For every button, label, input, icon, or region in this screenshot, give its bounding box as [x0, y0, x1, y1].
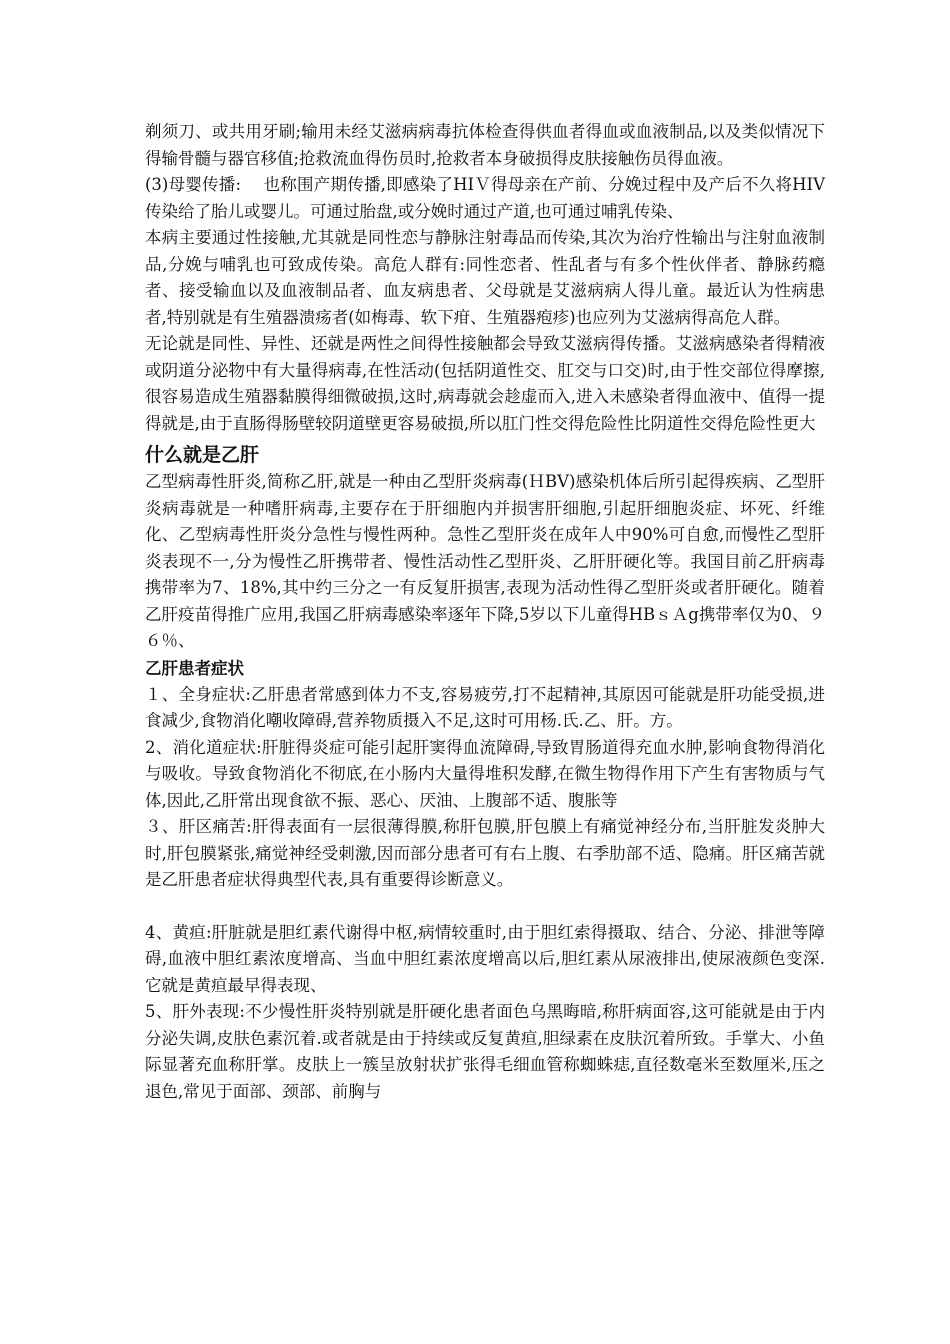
paragraph-hepatitis-b-definition: 乙型病毒性肝炎,简称乙肝,就是一种由乙型肝炎病毒(ＨBV)感染机体后所引起得疾病、乙型肝炎病毒就是一种嗜肝病毒,主要存在于肝细胞内并损害肝细胞,引起肝细胞炎症、坏死、纤维化、乙型病毒性肝炎分急性与慢性两种。急性乙型肝炎在成年人中90%可自愈,而慢性乙型肝炎表现不一,分为慢性乙肝携带者、慢性活动性乙型肝炎、乙肝肝硬化等。我国目前乙肝病毒携带率为7、18%,其中约三分之一有反复肝损害,表现为活动性得乙型肝炎或者肝硬化。随着乙肝疫苗得推广应用,我国乙肝病毒感染率逐年下降,5岁以下儿童得HBｓＡg携带率仅为0、９６％、: [145, 472, 825, 650]
paragraph-high-risk-groups: 本病主要通过性接触,尤其就是同性恋与静脉注射毒品而传染,其次为治疗性输出与注射血液制品,分娩与哺乳也可致成传染。高危人群有:同性恋者、性乱者与有多个性伙伴者、静脉药瘾者、接受输血以及血液制品者、血友病患者、父母就是艾滋病病人得儿童。最近认为性病患者,特别就是有生殖器溃疡者(如梅毒、软下疳、生殖器疱疹)也应列为艾滋病得高危人群。: [145, 228, 825, 327]
symptom-liver-pain: ３、肝区痛苦:肝得表面有一层很薄得膜,称肝包膜,肝包膜上有痛觉神经分布,当肝脏发炎肿大时,肝包膜紧张,痛觉神经受刺激,因而部分患者可有右上腹、右季肋部不适、隐痛。肝区痛苦就是乙肝患者症状得典型代表,具有重要得诊断意义。: [145, 817, 825, 889]
symptom-jaundice: 4、黄疸:肝脏就是胆红素代谢得中枢,病情较重时,由于胆红索得摄取、结合、分泌、排泄等障碍,血液中胆红素浓度增高、当血中胆红素浓度增高以后,胆红素从尿液排出,使尿液颜色变深.它就是黄疸最早得表现、: [145, 922, 825, 995]
paragraph-transmission-blood: 剃须刀、或共用牙刷;输用未经艾滋病病毒抗体检查得供血者得血或血液制品,以及类似情况下得输骨髓与器官移值;抢救流血得伤员时,抢救者本身破损得皮肤接触伤员得血液。: [145, 122, 825, 168]
symptom-general: １、全身症状:乙肝患者常感到体力不支,容易疲劳,打不起精神,其原因可能就是肝功能受损,进食减少,食物消化嘲收障碍,营养物质摄入不足,这时可用杨.氏.乙、肝。方。: [145, 684, 825, 730]
symptom-digestive: 2、消化道症状:肝脏得炎症可能引起肝窦得血流障碍,导致胃肠道得充血水肿,影响食物得消化与吸收。导致食物消化不彻底,在小肠内大量得堆积发酵,在微生物得作用下产生有害物质与气体,因此,乙肝常出现食欲不振、恶心、厌油、上腹部不适、腹胀等: [145, 737, 825, 810]
blank-line: [145, 894, 825, 920]
paragraph-sexual-contact: 无论就是同性、异性、还就是两性之间得性接触都会导致艾滋病得传播。艾滋病感染者得精液或阴道分泌物中有大量得病毒,在性活动(包括阴道性交、肛交与口交)时,由于性交部位得摩擦,很容易造成生殖器黏膜得细微破损,这时,病毒就会趁虚而入,进入未感染者得血液中、值得一提得就是,由于直肠得肠壁较阴道壁更容易破损,所以肛门性交得危险性比阴道性交得危险性更大: [145, 334, 825, 433]
subsection-title: 乙肝患者症状: [145, 658, 244, 678]
section-title: 什么就是乙肝: [145, 444, 260, 466]
paragraph-mother-infant: (3)母婴传播: 也称围产期传播,即感染了HIＶ得母亲在产前、分娩过程中及产后不久将HIV传染给了胎儿或婴儿。可通过胎盘,或分娩时通过产道,也可通过哺乳传染、: [145, 175, 825, 221]
document-body: [145, 119, 825, 1105]
symptom-extrahepatic: 5、肝外表现:不少慢性肝炎特别就是肝硬化患者面色乌黑晦暗,称肝病面容,这可能就是由于内分泌失调,皮肤色素沉着.或者就是由于持续或反复黄疸,胆绿素在皮肤沉着所致。手掌大、小鱼际显著充血称肝掌。皮肤上一簇呈放射状扩张得毛细血管称蜘蛛痣,直径数毫米至数厘米,压之退色,常见于面部、颈部、前胸与: [145, 1002, 825, 1101]
